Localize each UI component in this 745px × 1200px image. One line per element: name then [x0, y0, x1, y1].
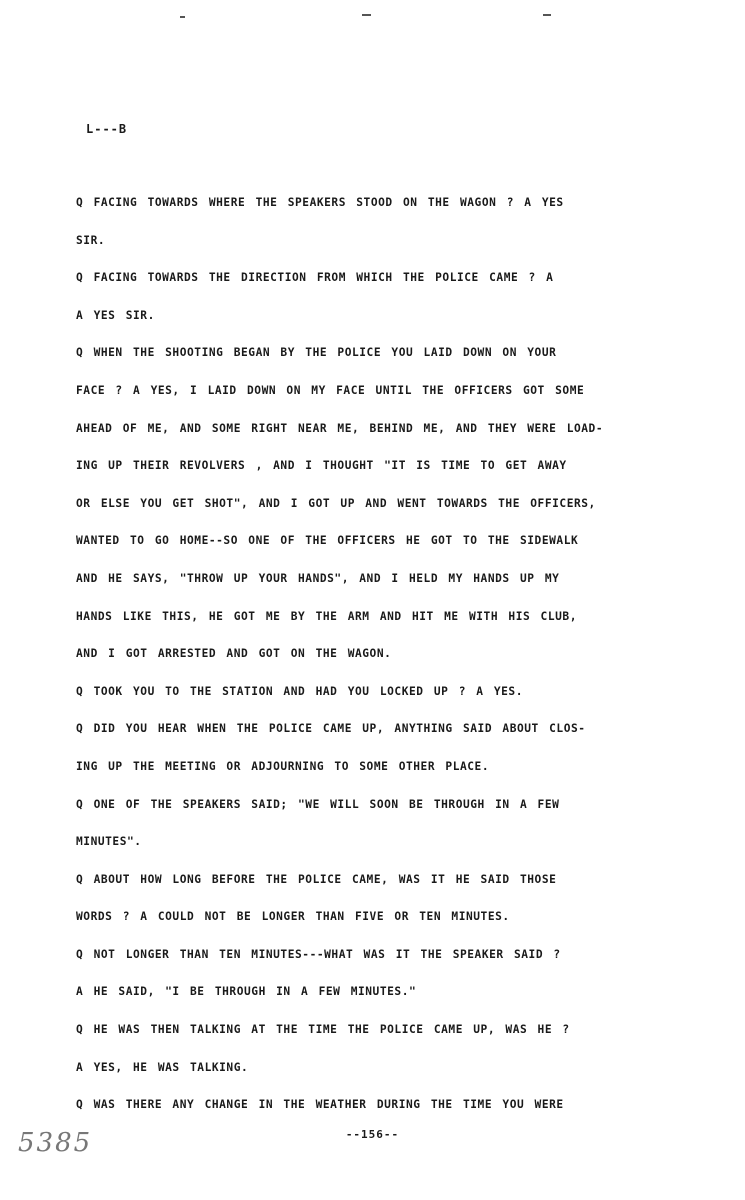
- transcript-line: Q WHEN THE SHOOTING BEGAN BY THE POLICE YOU LAID DOWN ON YOUR: [76, 346, 557, 360]
- transcript-line: Q DID YOU HEAR WHEN THE POLICE CAME UP, ANYTHING SAID ABOUT CLOS-: [76, 722, 586, 736]
- transcript-line: A YES SIR.: [76, 308, 155, 322]
- transcript-line: AHEAD OF ME, AND SOME RIGHT NEAR ME, BEHIND ME, AND THEY WERE LOAD-: [76, 421, 604, 435]
- transcript-line: Q TOOK YOU TO THE STATION AND HAD YOU LOCKED UP ? A YES.: [76, 684, 523, 698]
- transcript-line: AND HE SAYS, "THROW UP YOUR HANDS", AND I HELD MY HANDS UP MY: [76, 571, 560, 585]
- transcript-line: AND I GOT ARRESTED AND GOT ON THE WAGON.: [76, 647, 392, 661]
- transcript-line: Q HE WAS THEN TALKING AT THE TIME THE POLICE CAME UP, WAS HE ?: [76, 1023, 570, 1037]
- transcript-line: WANTED TO GO HOME--SO ONE OF THE OFFICERS HE GOT TO THE SIDEWALK: [76, 534, 579, 548]
- page-number: --156--: [345, 1128, 400, 1141]
- transcript-line: Q FACING TOWARDS WHERE THE SPEAKERS STOOD ON THE WAGON ? A YES: [76, 196, 564, 209]
- transcript-line: A HE SAID, "I BE THROUGH IN A FEW MINUTES.": [76, 985, 417, 999]
- transcript-line: FACE ? A YES, I LAID DOWN ON MY FACE UNTIL THE OFFICERS GOT SOME: [76, 383, 585, 397]
- scan-speck: [180, 16, 185, 18]
- transcript-line: ING UP THE MEETING OR ADJOURNING TO SOME OTHER PLACE.: [76, 759, 490, 773]
- scan-speck: [543, 14, 551, 16]
- transcript-line: Q NOT LONGER THAN TEN MINUTES---WHAT WAS IT THE SPEAKER SAID ?: [76, 947, 561, 961]
- transcript-line: Q WAS THERE ANY CHANGE IN THE WEATHER DURING THE TIME YOU WERE: [76, 1098, 564, 1112]
- handwritten-file-number: 5385: [18, 1128, 93, 1158]
- transcript-line: WORDS ? A COULD NOT BE LONGER THAN FIVE OR TEN MINUTES.: [76, 910, 510, 924]
- transcript-line: OR ELSE YOU GET SHOT", AND I GOT UP AND WENT TOWARDS THE OFFICERS,: [76, 496, 596, 510]
- header-id: L---B: [86, 122, 128, 136]
- scan-speck: [362, 14, 371, 16]
- transcript-line: HANDS LIKE THIS, HE GOT ME BY THE ARM AND HIT ME WITH HIS CLUB,: [76, 609, 577, 623]
- transcript-line: Q FACING TOWARDS THE DIRECTION FROM WHICH THE POLICE CAME ? A: [76, 271, 554, 285]
- transcript-line: SIR.: [76, 233, 106, 247]
- transcript-line: A YES, HE WAS TALKING.: [76, 1060, 249, 1074]
- transcript-line: MINUTES".: [76, 835, 142, 849]
- transcript-line: Q ABOUT HOW LONG BEFORE THE POLICE CAME, WAS IT HE SAID THOSE: [76, 872, 557, 886]
- transcript-lines: [76, 192, 716, 1132]
- transcript-line: ING UP THEIR REVOLVERS , AND I THOUGHT "IT IS TIME TO GET AWAY: [76, 459, 567, 473]
- transcript-line: Q ONE OF THE SPEAKERS SAID; "WE WILL SOON BE THROUGH IN A FEW: [76, 797, 560, 811]
